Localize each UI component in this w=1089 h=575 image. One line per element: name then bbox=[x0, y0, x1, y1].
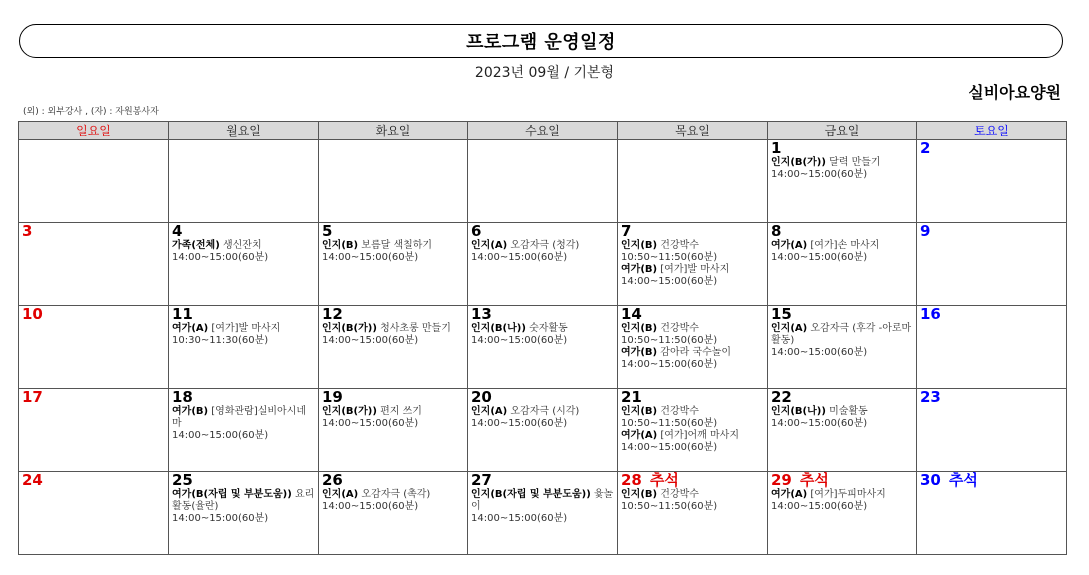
calendar-day-cell bbox=[618, 306, 768, 389]
calendar-table bbox=[18, 121, 1067, 555]
program-event bbox=[771, 157, 913, 181]
program-title: 건강박수 bbox=[660, 240, 699, 251]
calendar-week-row bbox=[19, 389, 1067, 472]
program-time: 14:00~15:00(60분) bbox=[621, 359, 718, 370]
weekday-header-thursday: 목요일 bbox=[618, 122, 768, 140]
weekday-header-tuesday: 화요일 bbox=[319, 122, 468, 140]
weekday-header-sunday: 일요일 bbox=[19, 122, 169, 140]
calendar-day-cell bbox=[319, 306, 468, 389]
program-time: 14:00~15:00(60분) bbox=[471, 252, 568, 263]
holiday-label: 추석 bbox=[799, 471, 829, 489]
weekday-header-saturday: 토요일 bbox=[917, 122, 1067, 140]
day-number-text: 20 bbox=[471, 388, 492, 406]
calendar-day-cell bbox=[768, 472, 917, 555]
day-number bbox=[920, 472, 1063, 489]
program-time: 10:50~11:50(60분) bbox=[621, 252, 718, 263]
day-number bbox=[621, 389, 764, 406]
day-number bbox=[920, 140, 1063, 157]
day-number bbox=[471, 306, 614, 323]
program-event bbox=[172, 240, 315, 264]
calendar-day-cell bbox=[19, 389, 169, 472]
weekday-header-wednesday: 수요일 bbox=[468, 122, 618, 140]
calendar-day-cell bbox=[169, 223, 319, 306]
day-number bbox=[771, 306, 913, 323]
day-number-text: 17 bbox=[22, 388, 43, 406]
program-category: 인지(B(나)) bbox=[471, 323, 526, 334]
program-time: 14:00~15:00(60분) bbox=[322, 418, 419, 429]
calendar-day-cell bbox=[468, 223, 618, 306]
program-category: 인지(B) bbox=[621, 323, 658, 334]
program-title: 청사초롱 만들기 bbox=[380, 323, 451, 334]
program-time: 10:30~11:30(60분) bbox=[172, 335, 269, 346]
program-category: 여가(B) bbox=[621, 264, 658, 275]
day-number-text: 24 bbox=[22, 471, 43, 489]
day-number-text: 7 bbox=[621, 222, 632, 240]
day-number-text: 16 bbox=[920, 305, 941, 323]
day-number bbox=[920, 223, 1063, 240]
program-event bbox=[621, 489, 764, 513]
weekday-header-friday: 금요일 bbox=[768, 122, 917, 140]
program-time: 14:00~15:00(60분) bbox=[322, 335, 419, 346]
calendar-empty-cell bbox=[319, 140, 468, 223]
calendar-week-row bbox=[19, 306, 1067, 389]
day-number bbox=[920, 306, 1063, 323]
day-number bbox=[471, 472, 614, 489]
calendar-day-cell bbox=[618, 223, 768, 306]
program-event bbox=[771, 489, 913, 513]
program-title: 건강박수 bbox=[660, 489, 699, 500]
day-number-text: 1 bbox=[771, 139, 782, 157]
program-event bbox=[771, 406, 913, 430]
program-category: 여가(A) bbox=[771, 240, 808, 251]
program-time: 14:00~15:00(60분) bbox=[322, 252, 419, 263]
program-category: 인지(B) bbox=[322, 240, 359, 251]
program-title: 오감자극 (촉각) bbox=[361, 489, 431, 500]
program-time: 10:50~11:50(60분) bbox=[621, 501, 718, 512]
program-event bbox=[621, 430, 764, 454]
day-number-text: 4 bbox=[172, 222, 183, 240]
day-number-text: 14 bbox=[621, 305, 642, 323]
program-title: [영화관람]실비아시네마 bbox=[172, 406, 307, 429]
day-number bbox=[22, 389, 165, 406]
weekday-header-monday: 월요일 bbox=[169, 122, 319, 140]
day-number-text: 27 bbox=[471, 471, 492, 489]
program-title: 건강박수 bbox=[660, 406, 699, 417]
day-number-text: 2 bbox=[920, 139, 931, 157]
program-time: 14:00~15:00(60분) bbox=[771, 347, 868, 358]
day-number-text: 15 bbox=[771, 305, 792, 323]
calendar-empty-cell bbox=[468, 140, 618, 223]
day-number bbox=[771, 472, 913, 489]
program-category: 인지(B) bbox=[621, 406, 658, 417]
schedule-subtitle: 2023년 09월 / 기본형 bbox=[474, 65, 615, 81]
calendar-week-row bbox=[19, 223, 1067, 306]
day-number bbox=[322, 472, 464, 489]
day-number-text: 6 bbox=[471, 222, 482, 240]
day-number-text: 26 bbox=[322, 471, 343, 489]
calendar-day-cell bbox=[917, 223, 1067, 306]
program-time: 14:00~15:00(60분) bbox=[471, 335, 568, 346]
calendar-day-cell bbox=[917, 389, 1067, 472]
program-category: 여가(B) bbox=[172, 406, 209, 417]
program-title: 오감자극 (시각) bbox=[510, 406, 580, 417]
day-number bbox=[172, 472, 315, 489]
day-number-text: 23 bbox=[920, 388, 941, 406]
day-number bbox=[22, 472, 165, 489]
calendar-day-cell bbox=[319, 389, 468, 472]
day-number bbox=[920, 389, 1063, 406]
program-category: 인지(B(가)) bbox=[322, 323, 377, 334]
day-number-text: 12 bbox=[322, 305, 343, 323]
program-event bbox=[471, 240, 614, 264]
day-number-text: 28 bbox=[621, 471, 642, 489]
calendar-empty-cell bbox=[618, 140, 768, 223]
day-number bbox=[771, 389, 913, 406]
program-time: 14:00~15:00(60분) bbox=[621, 442, 718, 453]
program-title: 미술활동 bbox=[829, 406, 868, 417]
program-event bbox=[621, 323, 764, 347]
program-time: 10:50~11:50(60분) bbox=[621, 418, 718, 429]
program-category: 인지(A) bbox=[471, 406, 508, 417]
program-time: 14:00~15:00(60분) bbox=[621, 276, 718, 287]
day-number bbox=[322, 223, 464, 240]
program-category: 여가(B(자립 및 부분도움)) bbox=[172, 489, 292, 500]
program-title: 달력 만들기 bbox=[829, 157, 881, 168]
day-number-text: 9 bbox=[920, 222, 931, 240]
program-event bbox=[471, 406, 614, 430]
program-title: 감아라 국수놀이 bbox=[660, 347, 732, 358]
program-event bbox=[322, 489, 464, 513]
program-event bbox=[771, 323, 913, 359]
day-number bbox=[771, 223, 913, 240]
program-category: 인지(A) bbox=[471, 240, 508, 251]
program-event bbox=[621, 264, 764, 288]
program-category: 인지(B(가)) bbox=[322, 406, 377, 417]
program-event bbox=[621, 406, 764, 430]
program-time: 14:00~15:00(60분) bbox=[172, 252, 269, 263]
program-category: 여가(A) bbox=[771, 489, 808, 500]
program-time: 10:50~11:50(60분) bbox=[621, 335, 718, 346]
day-number bbox=[322, 389, 464, 406]
day-number-text: 8 bbox=[771, 222, 782, 240]
calendar-day-cell bbox=[917, 140, 1067, 223]
program-title: 오감자극 (청각) bbox=[510, 240, 580, 251]
day-number-text: 29 bbox=[771, 471, 792, 489]
program-time: 14:00~15:00(60분) bbox=[172, 430, 269, 441]
program-event bbox=[471, 323, 614, 347]
calendar-day-cell bbox=[768, 306, 917, 389]
day-number bbox=[621, 223, 764, 240]
calendar-day-cell bbox=[768, 389, 917, 472]
calendar-day-cell bbox=[917, 472, 1067, 555]
day-number-text: 25 bbox=[172, 471, 193, 489]
program-title: [여가]두피마사지 bbox=[810, 489, 886, 500]
program-title: [여가]발 마사지 bbox=[660, 264, 730, 275]
calendar-day-cell bbox=[19, 306, 169, 389]
day-number bbox=[22, 306, 165, 323]
program-event bbox=[322, 323, 464, 347]
legend-note: (외) : 외부강사 , (자) : 자원봉사자 bbox=[23, 107, 159, 117]
program-title: 생신잔치 bbox=[222, 240, 262, 251]
day-number-text: 3 bbox=[22, 222, 33, 240]
calendar-day-cell bbox=[319, 223, 468, 306]
program-title: 요리활동(율란) bbox=[172, 489, 315, 512]
calendar-day-cell bbox=[19, 223, 169, 306]
program-title: [여가]손 마사지 bbox=[810, 240, 880, 251]
organization-name: 실비아요양원 bbox=[968, 83, 1061, 102]
program-event bbox=[471, 489, 614, 525]
day-number bbox=[471, 389, 614, 406]
schedule-title: 프로그램 운영일정 bbox=[19, 24, 1063, 58]
program-event bbox=[621, 240, 764, 264]
day-number-text: 10 bbox=[22, 305, 43, 323]
day-number bbox=[172, 223, 315, 240]
calendar-day-cell bbox=[768, 223, 917, 306]
calendar-day-cell bbox=[169, 389, 319, 472]
calendar-day-cell bbox=[618, 472, 768, 555]
calendar-week-row bbox=[19, 140, 1067, 223]
program-time: 14:00~15:00(60분) bbox=[771, 501, 868, 512]
program-category: 여가(A) bbox=[172, 323, 209, 334]
program-time: 14:00~15:00(60분) bbox=[471, 418, 568, 429]
day-number bbox=[172, 389, 315, 406]
program-time: 14:00~15:00(60분) bbox=[771, 252, 868, 263]
program-event bbox=[172, 489, 315, 525]
day-number-text: 30 bbox=[920, 471, 941, 489]
calendar-empty-cell bbox=[169, 140, 319, 223]
day-number-text: 19 bbox=[322, 388, 343, 406]
program-category: 인지(B(가)) bbox=[771, 157, 826, 168]
program-category: 인지(A) bbox=[771, 323, 808, 334]
day-number-text: 18 bbox=[172, 388, 193, 406]
calendar-week-row bbox=[19, 472, 1067, 555]
program-category: 여가(B) bbox=[621, 347, 658, 358]
program-time: 14:00~15:00(60분) bbox=[771, 169, 868, 180]
day-number bbox=[621, 472, 764, 489]
day-number bbox=[621, 306, 764, 323]
program-category: 인지(A) bbox=[322, 489, 359, 500]
program-category: 인지(B) bbox=[621, 489, 658, 500]
holiday-label: 추석 bbox=[649, 471, 679, 489]
day-number bbox=[22, 223, 165, 240]
program-category: 여가(A) bbox=[621, 430, 658, 441]
program-event bbox=[322, 240, 464, 264]
program-category: 인지(B(나)) bbox=[771, 406, 826, 417]
calendar-day-cell bbox=[468, 472, 618, 555]
program-title: [여가]발 마사지 bbox=[211, 323, 281, 334]
program-category: 인지(B) bbox=[621, 240, 658, 251]
day-number-text: 11 bbox=[172, 305, 193, 323]
program-title: 오감자극 (후각 -아로마 활동) bbox=[771, 323, 912, 346]
calendar-day-cell bbox=[468, 389, 618, 472]
day-number bbox=[771, 140, 913, 157]
program-event bbox=[172, 406, 315, 442]
program-title: 보름달 색칠하기 bbox=[361, 240, 433, 251]
program-title: 윷놀이 bbox=[471, 489, 614, 512]
program-event bbox=[771, 240, 913, 264]
calendar-day-cell bbox=[618, 389, 768, 472]
program-title: [여가]어깨 마사지 bbox=[660, 430, 739, 441]
calendar-day-cell bbox=[768, 140, 917, 223]
calendar-day-cell bbox=[917, 306, 1067, 389]
program-title: 숫자활동 bbox=[529, 323, 568, 334]
program-category: 인지(B(자립 및 부분도움)) bbox=[471, 489, 591, 500]
weekday-header-row bbox=[19, 122, 1067, 140]
program-event bbox=[621, 347, 764, 371]
calendar-empty-cell bbox=[19, 140, 169, 223]
day-number-text: 13 bbox=[471, 305, 492, 323]
program-event bbox=[172, 323, 315, 347]
program-time: 14:00~15:00(60분) bbox=[322, 501, 419, 512]
program-time: 14:00~15:00(60분) bbox=[771, 418, 868, 429]
calendar-day-cell bbox=[169, 472, 319, 555]
calendar-day-cell bbox=[169, 306, 319, 389]
program-time: 14:00~15:00(60분) bbox=[471, 513, 568, 524]
calendar-day-cell bbox=[468, 306, 618, 389]
program-time: 14:00~15:00(60분) bbox=[172, 513, 269, 524]
calendar-day-cell bbox=[19, 472, 169, 555]
program-title: 편지 쓰기 bbox=[380, 406, 422, 417]
day-number bbox=[322, 306, 464, 323]
program-title: 건강박수 bbox=[660, 323, 699, 334]
calendar-day-cell bbox=[319, 472, 468, 555]
day-number-text: 21 bbox=[621, 388, 642, 406]
day-number bbox=[172, 306, 315, 323]
day-number-text: 5 bbox=[322, 222, 333, 240]
day-number-text: 22 bbox=[771, 388, 792, 406]
holiday-label: 추석 bbox=[948, 471, 978, 489]
program-event bbox=[322, 406, 464, 430]
day-number bbox=[471, 223, 614, 240]
program-category: 가족(전체) bbox=[172, 240, 220, 251]
